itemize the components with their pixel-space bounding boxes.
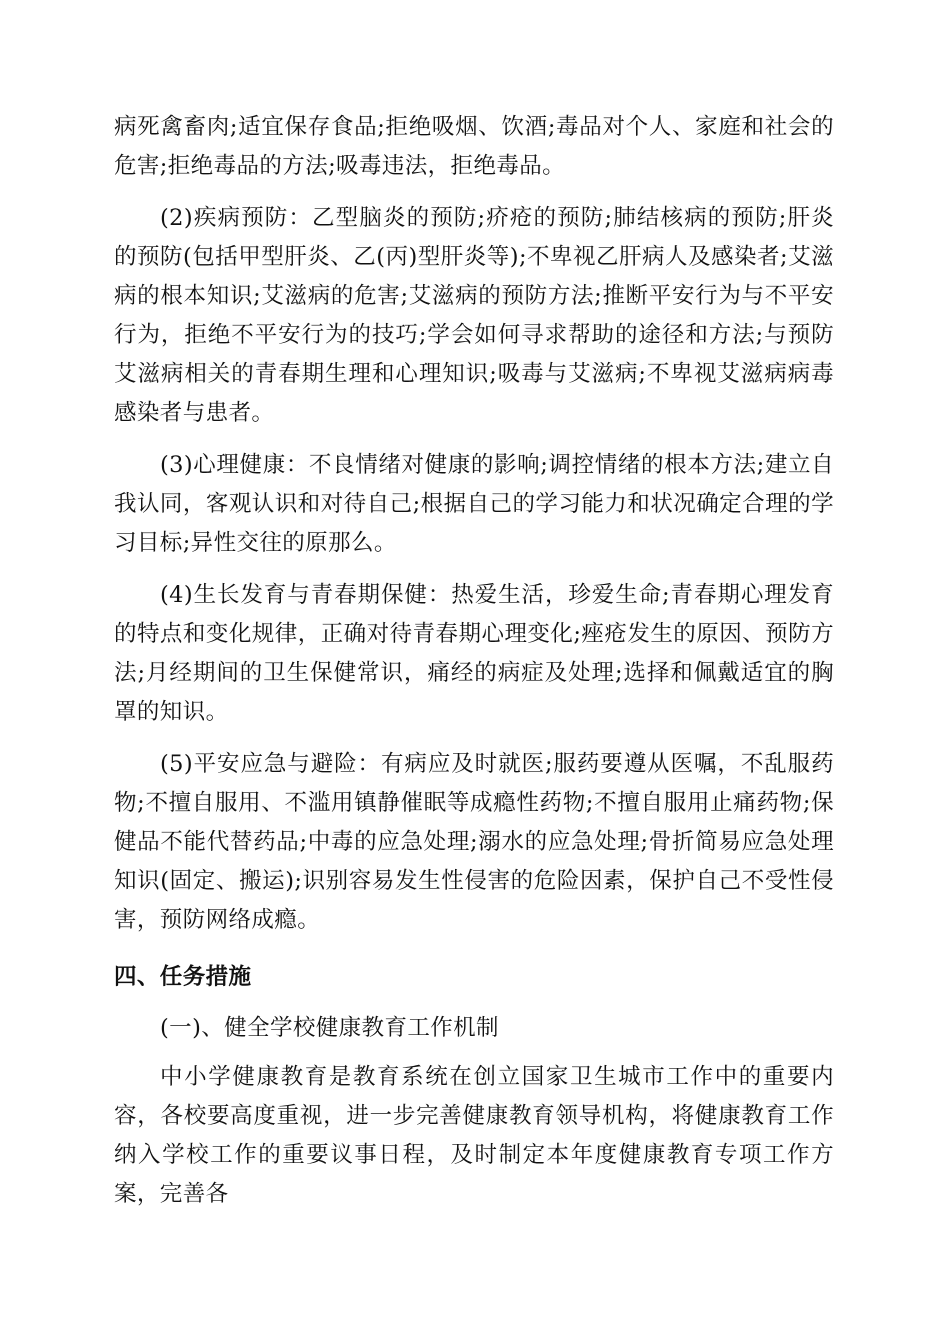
paragraph-disease-prevention: (2)疾病预防：乙型脑炎的预防;疥疮的预防;肺结核病的预防;肝炎的预防(包括甲型肝炎、乙(丙)型肝炎等);不卑视乙肝病人及感染者;艾滋病的根本知识;艾滋病的危害;艾滋病的预防方法;推断平安行为与不平安行为，拒绝不平安行为的技巧;学会如何寻求帮助的途径和方法;与预防艾滋病相关的青春期生理和心理知识;吸毒与艾滋病;不卑视艾滋病病毒感染者与患者。	[114, 205, 834, 426]
document-page	[114, 108, 834, 1214]
paragraph-puberty-care: (4)生长发育与青春期保健：热爱生活，珍爱生命;青春期心理发育的特点和变化规律，正确对待青春期心理变化;痤疮发生的原因、预防方法;月经期间的卫生保健常识，痛经的病症及处理;选择和佩戴适宜的胸罩的知识。	[114, 582, 834, 725]
paragraph-diet-drugs: 病死禽畜肉;适宜保存食品;拒绝吸烟、饮酒;毒品对个人、家庭和社会的危害;拒绝毒品的方法;吸毒违法，拒绝毒品。	[114, 114, 834, 179]
paragraph-mechanism: 中小学健康教育是教育系统在创立国家卫生城市工作中的重要内容，各校要高度重视，进一步完善健康教育领导机构，将健康教育工作纳入学校工作的重要议事日程，及时制定本年度健康教育专项工作方案，完善各	[114, 1064, 834, 1207]
section-heading: 四、任务措施	[114, 964, 252, 990]
paragraph-safety-emergency: (5)平安应急与避险：有病应及时就医;服药要遵从医嘱，不乱服药物;不擅自服用、不滥用镇静催眠等成瘾性药物;不擅自服用止痛药物;保健品不能代替药品;中毒的应急处理;溺水的应急处理;骨折简易应急处理知识(固定、搬运);识别容易发生性侵害的危险因素，保护自己不受性侵害，预防网络成瘾。	[114, 751, 834, 933]
paragraph-mental-health: (3)心理健康：不良情绪对健康的影响;调控情绪的根本方法;建立自我认同，客观认识和对待自己;根据自己的学习能力和状况确定合理的学习目标;异性交往的原那么。	[114, 452, 834, 556]
section-subheading: (一)、健全学校健康教育工作机制	[160, 1015, 499, 1041]
